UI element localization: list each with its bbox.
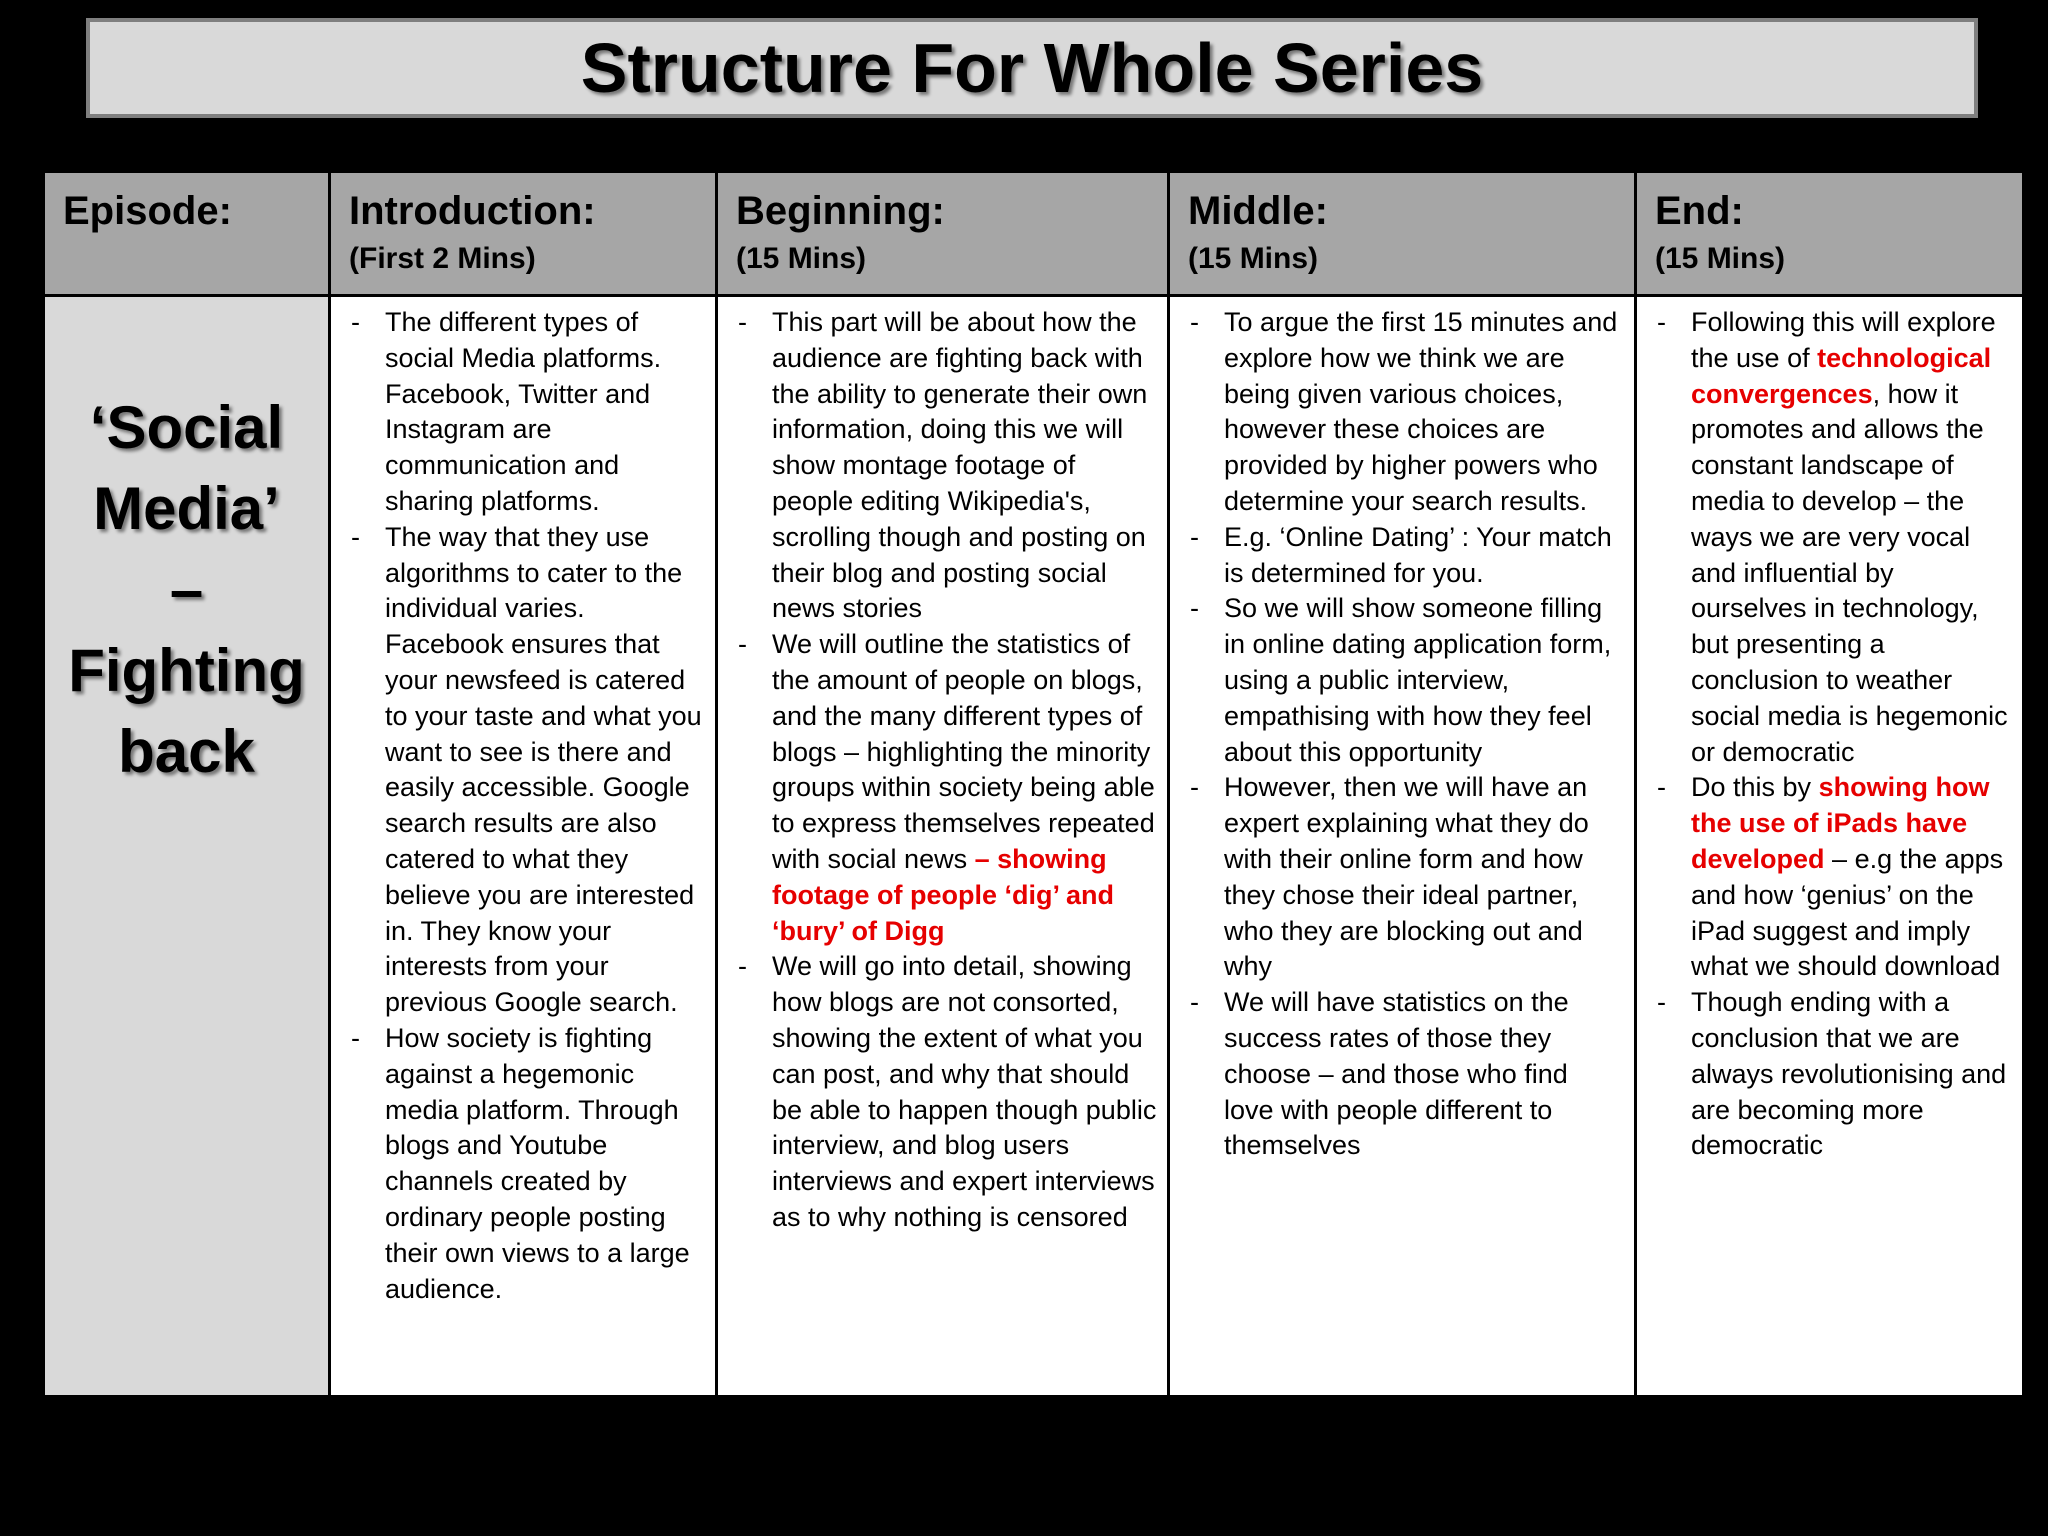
header-episode-title: Episode: <box>63 189 232 233</box>
list-item: - How society is fighting against a hegemonic media platform. Through blogs and Youtube channels created by ordinary people posting their own views to a large audience. <box>345 1021 705 1307</box>
list-item: - E.g. ‘Online Dating’ : Your match is determined for you. <box>1184 520 1624 592</box>
header-middle-duration: (15 Mins) <box>1188 242 1319 275</box>
end-list <box>1651 305 2012 1164</box>
episode-row <box>44 296 2024 1397</box>
middle-list <box>1184 305 1624 1164</box>
list-item: - We will go into detail, showing how blogs are not consorted, showing the extent of what you can post, and why that should be able to happen though public interview, and blog users interviews and expert interviews as to why nothing is censored <box>732 949 1157 1235</box>
header-introduction-title: Introduction: <box>349 189 596 233</box>
header-beginning-title: Beginning: <box>736 189 945 233</box>
header-end <box>1636 172 2024 296</box>
header-end-title: End: <box>1655 189 1744 233</box>
list-item: - The way that they use algorithms to cater to the individual varies. Facebook ensures that your newsfeed is catered to your taste and what you want to see is there and easily accessible. Google search results are also catered to what they believe you are interested in. They know your interests from your previous Google search. <box>345 520 705 1021</box>
list-item-text: We will outline the statistics of the amount of people on blogs, and the many different types of blogs – highlighting the minority groups within society being able to express themselves repeated with social news <box>772 629 1155 874</box>
end-cell <box>1636 296 2024 1397</box>
list-item: - So we will show someone filling in online dating application form, using a public interview, empathising with how they feel about this opportunity <box>1184 591 1624 770</box>
list-item: - However, then we will have an expert explaining what they do with their online form and how they chose their ideal partner, who they are blocking out and why <box>1184 770 1624 985</box>
header-end-duration: (15 Mins) <box>1655 242 1786 275</box>
header-beginning-duration: (15 Mins) <box>736 242 867 275</box>
beginning-cell <box>717 296 1169 1397</box>
list-item <box>1651 770 2012 985</box>
header-introduction <box>330 172 717 296</box>
title-banner <box>86 18 1978 118</box>
list-item-text: Do this by <box>1691 772 1819 803</box>
beginning-list <box>732 305 1157 1236</box>
series-structure-table <box>42 170 2025 1398</box>
header-middle-title: Middle: <box>1188 189 1328 233</box>
episode-cell <box>44 296 330 1397</box>
list-item <box>732 627 1157 949</box>
highlight-text: showing how the use of iPads have developed <box>1691 772 1990 874</box>
episode-name: ‘Social Media’ – Fighting back <box>68 394 305 785</box>
list-item: - To argue the first 15 minutes and explore how we think we are being given various choices, however these choices are provided by higher powers who determine your search results. <box>1184 305 1624 520</box>
list-item: - The different types of social Media platforms. Facebook, Twitter and Instagram are communication and sharing platforms. <box>345 305 705 520</box>
highlight-text: – showing footage of people ‘dig’ and ‘bury’ of Digg <box>772 843 1114 946</box>
highlight-text: technological convergences <box>1691 342 1992 409</box>
header-episode <box>44 172 330 296</box>
middle-cell <box>1169 296 1636 1397</box>
list-item-text: , how it promotes and allows the constant landscape of media to develop – the ways we are very vocal and influential by ourselves in technology, but presenting a conclusion to weather social media is hegemonic or democratic <box>1691 378 2008 767</box>
list-item: - This part will be about how the audience are fighting back with the ability to generate their own information, doing this we will show montage footage of people editing Wikipedia's, scrolling though and posting on their blog and posting social news stories <box>732 305 1157 627</box>
header-introduction-duration: (First 2 Mins) <box>349 242 536 275</box>
list-item <box>1651 305 2012 770</box>
header-middle <box>1169 172 1636 296</box>
introduction-list <box>345 305 705 1307</box>
list-item: - We will have statistics on the success rates of those they choose – and those who find love with people different to themselves <box>1184 985 1624 1164</box>
introduction-cell <box>330 296 717 1397</box>
list-item <box>1651 985 2012 1164</box>
page-title: Structure For Whole Series <box>580 29 1484 107</box>
list-item-text: Though ending with a conclusion that we are always revolutionising and are becoming more democratic <box>1691 987 2007 1161</box>
list-item-text: Following this will explore the use of <box>1691 307 1996 373</box>
list-item-text: – e.g the apps and how ‘genius’ on the iPad suggest and imply what we should download <box>1691 843 2004 982</box>
header-beginning <box>717 172 1169 296</box>
header-row <box>44 172 2024 296</box>
